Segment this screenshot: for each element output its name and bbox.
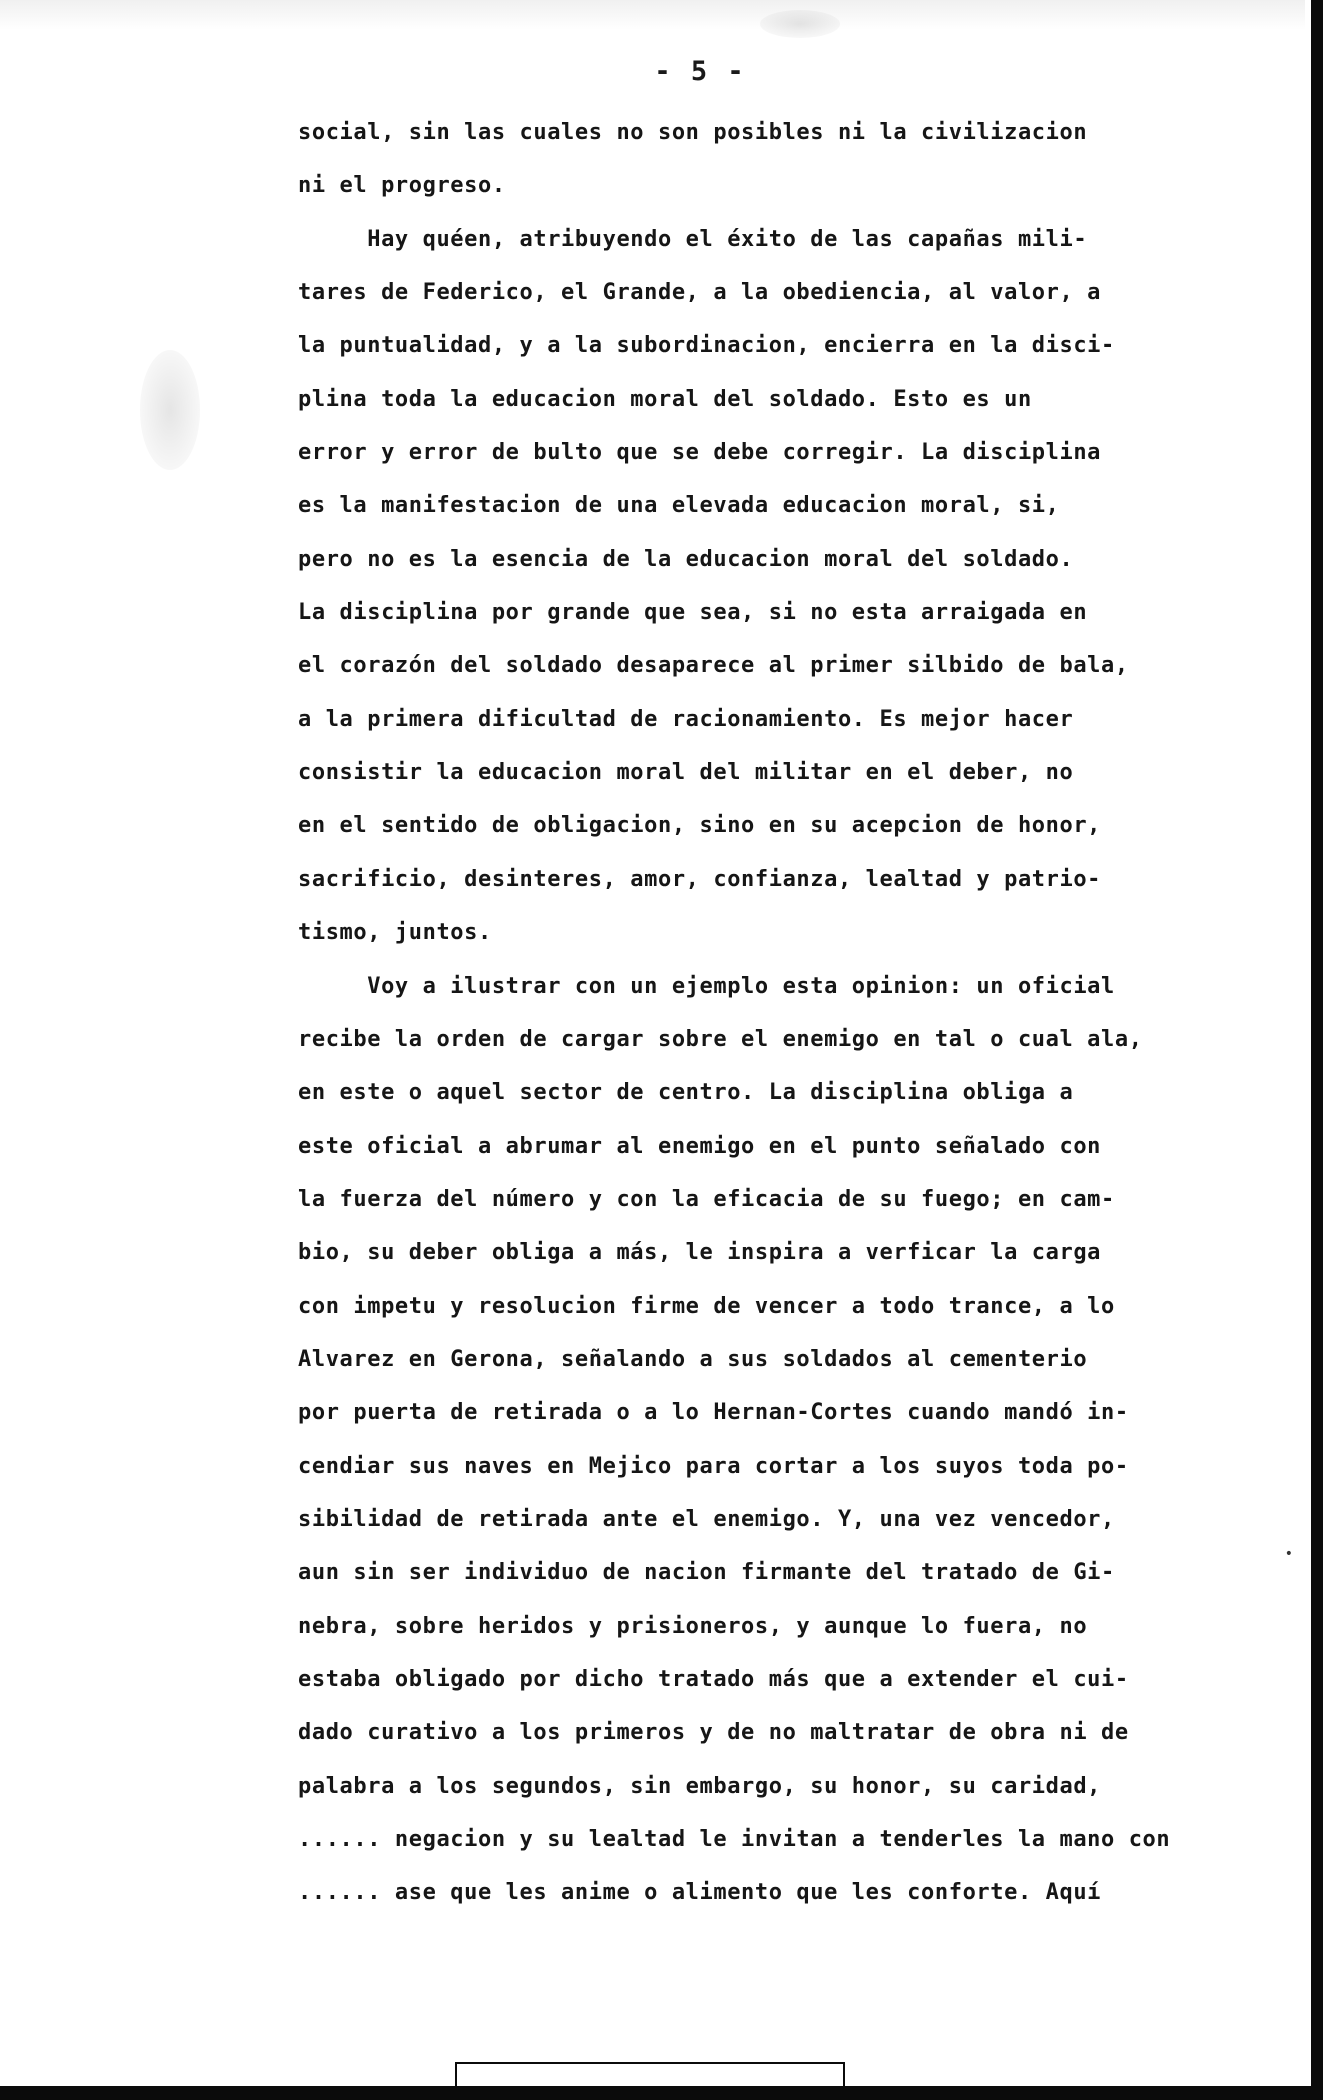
- text-line: plina toda la educacion moral del soldado. Esto es un: [298, 386, 1032, 412]
- text-line: dado curativo a los primeros y de no maltratar de obra ni de: [298, 1720, 1129, 1746]
- text-line: es la manifestacion de una elevada educacion moral, si,: [298, 493, 1060, 519]
- text-line: consistir la educacion moral del militar en el deber, no: [298, 760, 1074, 786]
- text-line: este oficial a abrumar al enemigo en el punto señalado con: [298, 1133, 1102, 1159]
- text-line: por puerta de retirada o a lo Hernan-Cortes cuando mandó in-: [298, 1400, 1129, 1426]
- text-line: tares de Federico, el Grande, a la obediencia, al valor, a: [298, 280, 1102, 306]
- text-line: bio, su deber obliga a más, le inspira a verficar la carga: [298, 1240, 1102, 1266]
- text-line: Hay quéen, atribuyendo el éxito de las capañas mili-: [298, 226, 1088, 252]
- page-number: - 5 -: [654, 56, 746, 87]
- text-line: error y error de bulto que se debe corregir. La disciplina: [298, 440, 1102, 466]
- text-line: la fuerza del número y con la eficacia de su fuego; en cam-: [298, 1186, 1115, 1212]
- text-line: ni el progreso.: [298, 173, 506, 199]
- right-edge-mark: •: [1284, 1546, 1293, 1562]
- left-margin-smudge: [140, 350, 200, 470]
- text-line: nebra, sobre heridos y prisioneros, y aunque lo fuera, no: [298, 1613, 1088, 1639]
- bottom-tab: [455, 2062, 845, 2086]
- text-line: social, sin las cuales no son posibles ni la civilizacion: [298, 120, 1088, 145]
- text-line: sibilidad de retirada ante el enemigo. Y, una vez vencedor,: [298, 1506, 1115, 1532]
- text-line: sacrificio, desinteres, amor, confianza, lealtad y patrio-: [298, 866, 1102, 892]
- text-line: tismo, juntos.: [298, 920, 492, 946]
- text-line: ...... negacion y su lealtad le invitan a tenderles la mano con: [298, 1827, 1171, 1852]
- scan-top-strip: [0, 0, 1305, 30]
- text-line: cendiar sus naves en Mejico para cortar a los suyos toda po-: [298, 1453, 1129, 1479]
- text-line: a la primera dificultad de racionamiento. Es mejor hacer: [298, 706, 1074, 732]
- text-line: recibe la orden de cargar sobre el enemigo en tal o cual ala,: [298, 1026, 1143, 1052]
- text-line: palabra a los segundos, sin embargo, su honor, su caridad,: [298, 1773, 1102, 1799]
- text-line: estaba obligado por dicho tratado más que a extender el cui-: [298, 1666, 1129, 1692]
- text-line: con impetu y resolucion firme de vencer a todo trance, a lo: [298, 1293, 1115, 1319]
- text-line: el corazón del soldado desaparece al primer silbido de bala,: [298, 653, 1129, 679]
- text-line: ...... ase que les anime o alimento que les conforte. Aquí: [298, 1880, 1102, 1906]
- text-line: La disciplina por grande que sea, si no esta arraigada en: [298, 600, 1088, 626]
- top-right-smudge: [760, 10, 840, 38]
- text-line: Alvarez en Gerona, señalando a sus soldados al cementerio: [298, 1346, 1088, 1372]
- text-line: pero no es la esencia de la educacion moral del soldado.: [298, 546, 1074, 572]
- text-line: en este o aquel sector de centro. La disciplina obliga a: [298, 1080, 1074, 1106]
- text-line: Voy a ilustrar con un ejemplo esta opinion: un oficial: [298, 973, 1115, 999]
- body-text: [298, 114, 1198, 1928]
- text-line: la puntualidad, y a la subordinacion, encierra en la disci-: [298, 333, 1115, 359]
- text-line: en el sentido de obligacion, sino en su acepcion de honor,: [298, 813, 1102, 839]
- text-line: aun sin ser individuo de nacion firmante del tratado de Gi-: [298, 1560, 1115, 1586]
